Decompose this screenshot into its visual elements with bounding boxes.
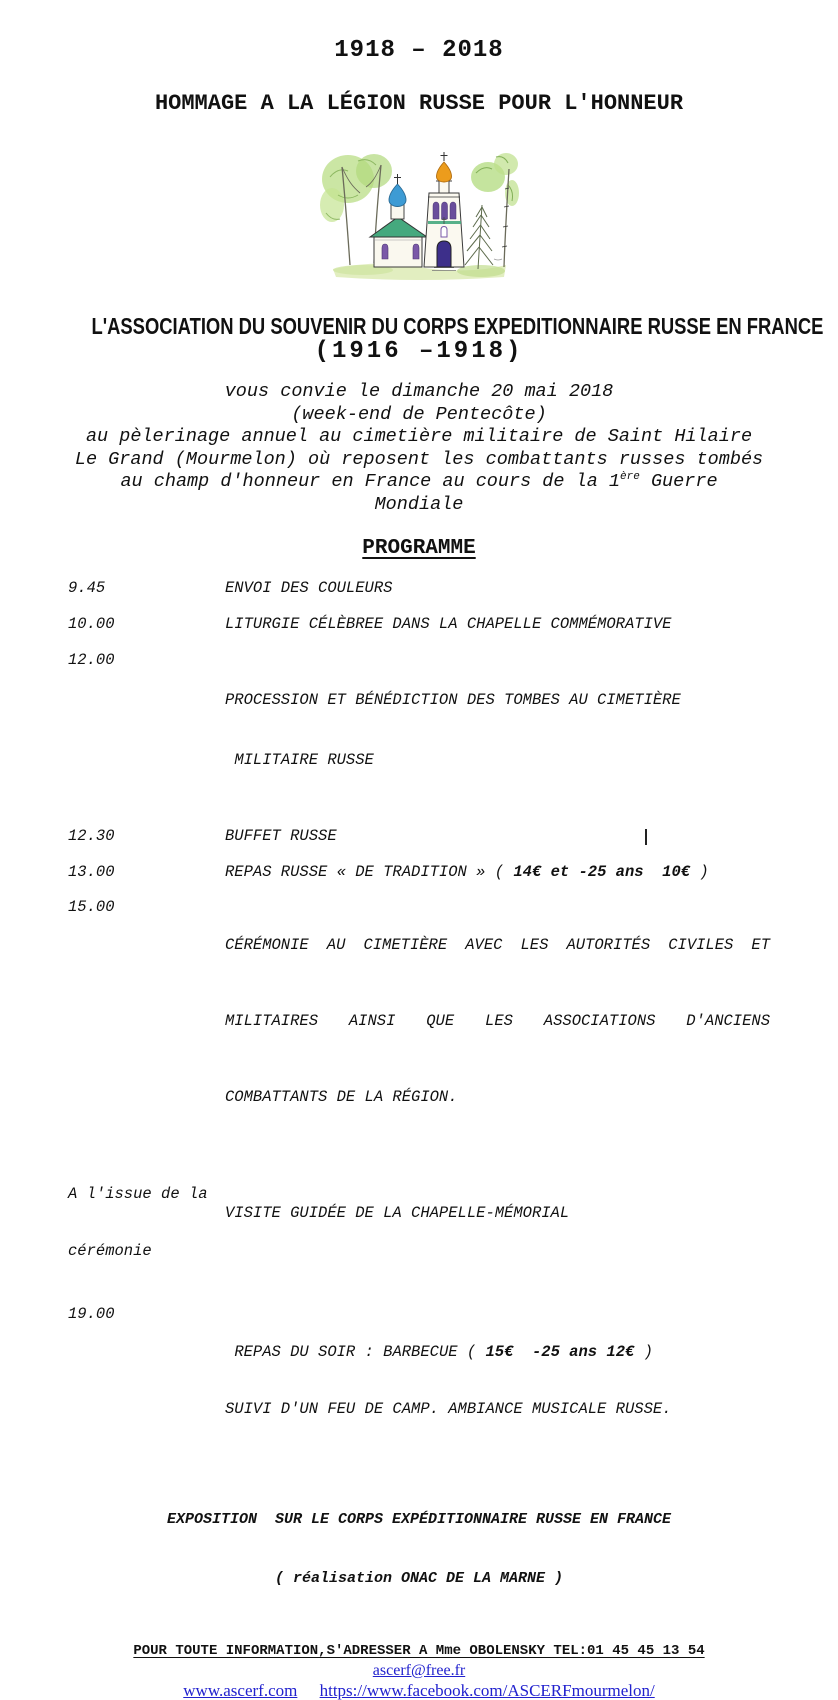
schedule-desc: REPAS RUSSE « DE TRADITION » ( 14€ et -25 ans 10€ ) [225, 863, 709, 881]
invitation-line-4: Le Grand (Mourmelon) où reposent les combattants russes tombés [74, 448, 764, 470]
facebook-link[interactable]: https://www.facebook.com/ASCERFmourmelon/ [319, 1681, 655, 1700]
schedule-row-0945 [68, 578, 770, 598]
email-link[interactable]: ascerf@free.fr [372, 1662, 466, 1679]
programme-heading: PROGRAMME [362, 537, 476, 560]
schedule-desc: CÉRÉMONIE AU CIMETIÈRE AVEC LES AUTORITÉS CIVILES ET MILITAIRES AINSI QUE LES ASSOCIATIONS D'ANCIENS COMBATTANTS DE LA RÉGION. [225, 936, 770, 1106]
chapel-watercolor-svg [318, 147, 520, 283]
exposition-note [0, 1471, 838, 1627]
website-link[interactable]: www.ascerf.com [183, 1681, 298, 1700]
price-highlight: 14€ et -25 ans 10€ [513, 863, 691, 881]
schedule-desc: VISITE GUIDÉE DE LA CHAPELLE-MÉMORIAL [225, 1204, 570, 1222]
chapel-illustration [318, 147, 520, 283]
schedule-row-1230 [68, 826, 770, 846]
tribute-heading: HOMMAGE A LA LÉGION RUSSE POUR L'HONNEUR [154, 91, 684, 116]
exposition-line-1: EXPOSITION SUR LE CORPS EXPÉDITIONNAIRE RUSSE EN FRANCE [166, 1511, 672, 1528]
invitation-line-6: Mondiale [374, 493, 464, 515]
footer-email-row [0, 1662, 838, 1680]
footer-links-row [0, 1682, 838, 1700]
schedule-desc: BUFFET RUSSE [225, 827, 337, 845]
schedule-time: 19.00 [68, 1305, 115, 1323]
association-heading [0, 313, 838, 339]
schedule-row-1200 [68, 650, 770, 810]
invitation-paragraph [0, 381, 838, 516]
schedule-time: 9.45 [68, 579, 106, 597]
schedule-time: 12.30 [68, 827, 115, 845]
exposition-line-2: ( réalisation ONAC DE LA MARNE ) [274, 1569, 564, 1587]
invitation-line-2: (week-end de Pentecôte) [291, 403, 547, 425]
schedule-time: 12.00 [68, 651, 115, 669]
schedule-time: 10.00 [68, 615, 115, 633]
schedule-time: 13.00 [68, 863, 115, 881]
invitation-line-3: au pèlerinage annuel au cimetière militaire de Saint Hilaire [85, 426, 753, 447]
schedule-row-issue-ceremonie [68, 1147, 770, 1299]
text-cursor [645, 829, 647, 845]
programme-schedule [68, 578, 770, 1457]
years-title: 1918 – 2018 [334, 37, 504, 64]
association-years: (1916 –1918) [314, 338, 524, 365]
schedule-row-1000 [68, 614, 770, 634]
invitation-line-1: vous convie le dimanche 20 mai 2018 [224, 381, 614, 402]
price-highlight: 15€ -25 ans 12€ [485, 1343, 635, 1361]
association-name: L'ASSOCIATION DU SOUVENIR DU CORPS EXPEDITIONNAIRE RUSSE EN FRANCE [91, 313, 824, 339]
schedule-desc: LITURGIE CÉLÈBREE DANS LA CHAPELLE COMMÉMORATIVE [225, 615, 672, 633]
schedule-desc: ENVOI DES COULEURS [225, 579, 393, 597]
schedule-row-1900 [68, 1305, 770, 1457]
document-page [0, 36, 838, 1700]
invitation-line-5: au champ d'honneur en France au cours de la 1ère Guerre [120, 470, 718, 492]
schedule-row-1300 [68, 862, 770, 882]
contact-info-line: POUR TOUTE INFORMATION,S'ADRESSER A Mme OBOLENSKY TEL:01 45 45 13 54 [133, 1643, 705, 1659]
schedule-desc: PROCESSION ET BÉNÉDICTION DES TOMBES AU CIMETIÈRE MILITAIRE RUSSE [225, 691, 681, 769]
schedule-time: A l'issue de la cérémonie [68, 1185, 208, 1260]
schedule-time: 15.00 [68, 898, 115, 916]
schedule-desc: REPAS DU SOIR : BARBECUE ( 15€ -25 ans 12€ ) SUIVI D'UN FEU DE CAMP. AMBIANCE MUSICALE RUSSE. [225, 1343, 672, 1418]
superscript-ere: ère [620, 470, 640, 483]
